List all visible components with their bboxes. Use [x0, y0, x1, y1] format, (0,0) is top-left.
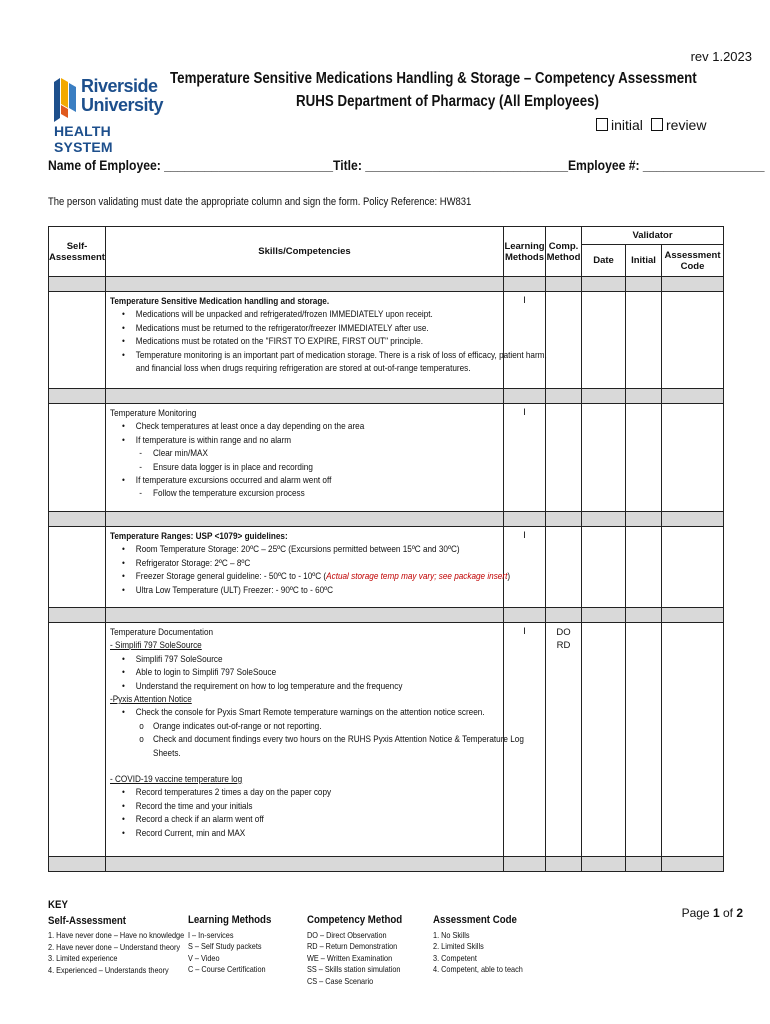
key-heading: Competency Method [307, 914, 403, 926]
section-heading: Temperature Ranges: USP <1079> guidelines: [110, 531, 288, 542]
list-item: - Ensure data logger is in place and recording [139, 461, 313, 473]
self-assessment-cell[interactable] [49, 292, 106, 389]
key-line: 2. Have never done – Understand theory [48, 941, 181, 952]
key-line: 3. Limited experience [48, 953, 118, 963]
learning-methods-header: Learning Methods [504, 227, 546, 277]
logo-line-1: Riverside [81, 76, 158, 96]
riverside-logo [54, 76, 164, 155]
list-item: • Ultra Low Temperature (ULT) Freezer: - 90ºC to - 60ºC [122, 584, 334, 596]
assessment-code-header: Assessment Code [662, 245, 724, 277]
subsection-heading: - COVID-19 vaccine temperature log [110, 774, 243, 786]
key-line: 3. Competent [433, 952, 477, 963]
assessment-code-cell[interactable] [662, 292, 724, 389]
logo-line-2: University [81, 95, 164, 115]
self-assessment-cell[interactable] [49, 623, 106, 857]
skill-cell [106, 404, 504, 512]
section-heading: Temperature Documentation [110, 627, 214, 638]
subsection-heading: -Pyxis Attention Notice [110, 694, 192, 706]
list-item: o Check and document findings every two hours on the RUHS Pyxis Attention Notice & Temperature Log [139, 734, 524, 746]
validator-header: Validator [582, 227, 724, 245]
key-line: DO – Direct Observation [307, 929, 387, 940]
separator-row [49, 512, 724, 527]
storage-note: Actual storage temp may vary; see package insert [326, 571, 508, 583]
checkbox-icon [596, 118, 608, 131]
assessment-code-cell[interactable] [662, 527, 724, 608]
key-line: WE – Written Examination [307, 952, 393, 963]
key-title: KEY [48, 899, 68, 911]
initial-cell[interactable] [626, 623, 662, 857]
key-learning-methods [188, 915, 283, 976]
list-item: Sheets. [153, 747, 181, 759]
list-item: • Freezer Storage general guideline: - 50ºC to - 10ºC (Actual storage temp may vary; see package insert) [122, 571, 511, 583]
date-cell[interactable] [582, 404, 626, 512]
comp-method-cell [546, 527, 582, 608]
learning-method-cell: I [504, 623, 546, 857]
skill-cell [106, 527, 511, 608]
skills-header: Skills/Competencies [106, 227, 504, 277]
assessment-code-cell[interactable] [662, 404, 724, 512]
initial-cell[interactable] [626, 404, 662, 512]
learning-method-cell: I [504, 292, 546, 389]
key-line: 1. No Skills [433, 929, 470, 940]
key-self-assessment [48, 900, 206, 976]
key-competency-method [307, 915, 416, 987]
separator-row [49, 608, 724, 623]
self-assessment-cell[interactable] [49, 527, 106, 608]
table-row [49, 404, 724, 512]
separator-row [49, 857, 724, 872]
list-item: • Record temperatures 2 times a day on the paper copy [122, 787, 332, 799]
list-item: • Medications will be unpacked and refrigerated/frozen IMMEDIATELY upon receipt. [122, 309, 433, 321]
review-label: review [666, 117, 707, 133]
list-item: - Clear min/MAX [139, 448, 208, 460]
self-assessment-cell[interactable] [49, 404, 106, 512]
form-title: Temperature Sensitive Medications Handling & Storage – Competency Assessment [170, 70, 697, 87]
list-item: and financial loss when drugs requiring refrigeration are stored at out-of-range temperatures. [135, 363, 471, 375]
list-item: • Refrigerator Storage: 2ºC – 8ºC [122, 557, 251, 569]
comp-method-cell: DO RD [546, 623, 582, 857]
date-header: Date [582, 245, 626, 277]
list-item: - Follow the temperature excursion process [139, 488, 305, 500]
skill-cell [106, 623, 524, 857]
separator-row [49, 389, 724, 404]
list-item: • Medications must be returned to the refrigerator/freezer IMMEDIATELY after use. [122, 322, 429, 334]
assessment-code-cell[interactable] [662, 623, 724, 857]
initial-label: initial [611, 117, 643, 133]
initial-checkbox[interactable] [596, 117, 643, 133]
list-item: • Room Temperature Storage: 20ºC – 25ºC (Excursions permitted between 15ºC and 30ºC) [122, 544, 460, 556]
review-checkbox[interactable] [651, 117, 706, 133]
list-item: • Simplifi 797 SoleSource [122, 653, 223, 665]
separator-row [49, 277, 724, 292]
list-item: • Check the console for Pyxis Smart Remote temperature warnings on the attention notice screen. [122, 707, 485, 719]
key-heading: Self-Assessment [48, 914, 127, 927]
competency-table [48, 226, 724, 872]
list-item: o Orange indicates out-of-range or not reporting. [139, 720, 322, 732]
initial-cell[interactable] [626, 527, 662, 608]
table-row [49, 623, 724, 857]
learning-method-cell: I [504, 527, 546, 608]
key-line: I – In-services [188, 929, 234, 940]
list-item: • Able to login to Simplifi 797 SoleSouce [122, 667, 277, 679]
key-line: CS – Case Scenario [307, 975, 374, 986]
key-line: 2. Limited Skills [433, 941, 484, 951]
section-heading: Temperature Sensitive Medication handling and storage. [110, 296, 330, 307]
employee-info-line[interactable]: Name of Employee: _________________________Title: ______________________________Employee #: __________________ [48, 158, 765, 173]
table-row [49, 527, 724, 608]
key-assessment-code [433, 915, 537, 976]
section-heading: Temperature Monitoring [110, 408, 197, 419]
list-item: • Record a check if an alarm went off [122, 814, 264, 826]
validation-note: The person validating must date the appropriate column and sign the form. Policy Reference: HW831 [48, 196, 472, 208]
initial-cell[interactable] [626, 292, 662, 389]
comp-method-cell [546, 404, 582, 512]
list-item: • Temperature monitoring is an important part of medication storage. There is a risk of loss of efficacy, patient harm, [122, 349, 547, 361]
comp-method-header: Comp. Method [546, 227, 582, 277]
list-item: • Record the time and your initials [122, 800, 253, 812]
skill-cell [106, 292, 547, 389]
self-assessment-header: Self-Assessment [49, 227, 106, 277]
key-line: 1. Have never done – Have no knowledge [48, 930, 185, 940]
list-item: • Medications must be rotated on the "FIRST TO EXPIRE, FIRST OUT" principle. [122, 336, 423, 348]
logo-mark-icon [54, 78, 76, 122]
list-item: • Record Current, min and MAX [122, 827, 246, 839]
key-line: V – Video [188, 952, 220, 963]
revision-label: rev 1.2023 [690, 49, 752, 64]
initial-header: Initial [626, 245, 662, 277]
date-cell[interactable] [582, 527, 626, 608]
date-cell[interactable] [582, 623, 626, 857]
logo-line-3: HEALTH SYSTEM [54, 123, 113, 155]
key-line: 4. Experienced – Understands theory [48, 964, 169, 975]
comp-method-cell [546, 292, 582, 389]
key-line: C – Course Certification [188, 964, 266, 974]
form-subtitle: RUHS Department of Pharmacy (All Employees) [296, 93, 599, 110]
list-item: • If temperature excursions occurred and alarm went off [122, 475, 332, 487]
checkbox-icon [651, 118, 663, 131]
list-item: • Check temperatures at least once a day depending on the area [122, 421, 365, 433]
key-line: RD – Return Demonstration [307, 941, 398, 951]
key-line: SS – Skills station simulation [307, 964, 401, 974]
list-item: • Understand the requirement on how to log temperature and the frequency [122, 680, 403, 692]
page-number: Page 1 of 2 [681, 906, 743, 920]
list-item: • If temperature is within range and no alarm [122, 434, 292, 446]
key-line: 4. Competent, able to teach [433, 964, 523, 974]
key-heading: Assessment Code [433, 914, 517, 926]
key-line: S – Self Study packets [188, 941, 262, 951]
learning-method-cell: I [504, 404, 546, 512]
date-cell[interactable] [582, 292, 626, 389]
key-heading: Learning Methods [188, 914, 272, 926]
subsection-heading: - Simplifi 797 SoleSource [110, 640, 202, 652]
table-row [49, 292, 724, 389]
